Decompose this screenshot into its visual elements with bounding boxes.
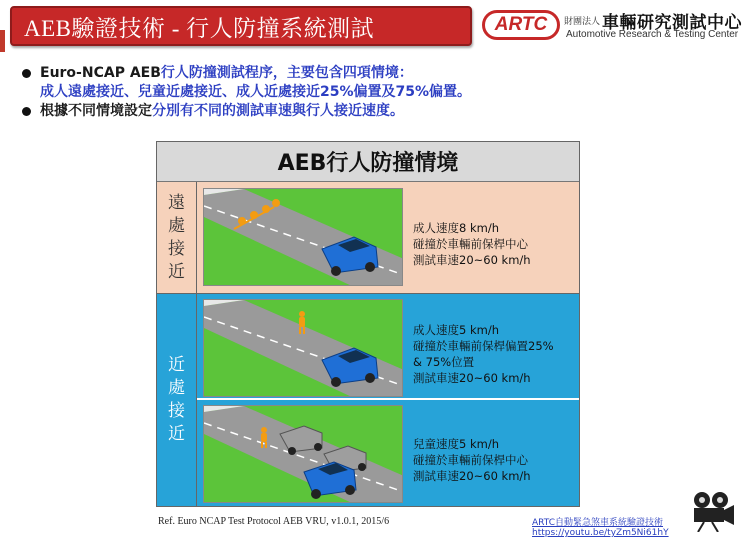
near-label-char: 接 (168, 401, 185, 421)
bullet-2 (22, 102, 742, 121)
bullet-2-text: 分別有不同的測試車速與行人接近速度。 (152, 103, 404, 119)
bullet-1 (22, 64, 742, 83)
bullet-1-prefix: Euro-NCAP AEB (40, 65, 161, 81)
reference-citation: Ref. Euro NCAP Test Protocol AEB VRU, v1.0.1, 2015/6 (158, 516, 390, 527)
scenario-2-line: & 75%位置 (413, 355, 475, 369)
scenario-1-line: 成人速度8 km/h (413, 221, 499, 235)
far-label-char: 近 (168, 261, 185, 282)
scenario-1-line: 測試車速20~60 km/h (413, 253, 531, 267)
near-label-char: 處 (168, 378, 185, 398)
scenario-2-description (413, 322, 554, 386)
far-label-char: 處 (168, 215, 185, 236)
far-label-char: 接 (168, 238, 185, 259)
scenario-3-image (203, 405, 403, 503)
slide-title: AEB驗證技術 - 行人防撞系統測試 (10, 6, 472, 46)
bullet-2-prefix: 根據不同情境設定 (40, 103, 152, 119)
row-divider (197, 398, 579, 400)
scenario-1-description (413, 220, 531, 268)
scenario-2-image (203, 299, 403, 397)
scenario-2-line: 碰撞於車輛前保桿偏置25% (413, 339, 554, 353)
scenario-1-line: 碰撞於車輛前保桿中心 (413, 237, 528, 251)
artc-logo (482, 8, 744, 44)
bullet-list (22, 64, 742, 121)
far-label-char: 遠 (168, 192, 185, 213)
scenario-2-line: 測試車速20~60 km/h (413, 371, 531, 385)
scenario-3-line: 測試車速20~60 km/h (413, 469, 531, 483)
scenario-2-line: 成人速度5 km/h (413, 323, 499, 337)
far-approach-row (157, 182, 579, 294)
video-title-link[interactable]: ARTC自動緊急煞車系統驗證技術 (532, 518, 664, 528)
logo-badge: ARTC (482, 10, 560, 40)
scenario-table (156, 141, 580, 507)
scenario-3-line: 兒童速度5 km/h (413, 437, 499, 451)
near-label-char: 近 (168, 424, 185, 444)
logo-chinese-name: 車輛研究測試中心 (602, 13, 742, 33)
film-camera-icon[interactable] (688, 490, 736, 532)
far-approach-label (157, 182, 197, 293)
scenario-3-line: 碰撞於車輛前保桿中心 (413, 453, 528, 467)
bullet-1-sub: 成人遠處接近、兒童近處接近、成人近處接近25%偏置及75%偏置。 (40, 84, 472, 100)
logo-small-text: 財團法人 (564, 17, 601, 27)
table-title: AEB行人防撞情境 (157, 142, 579, 182)
bullet-1-text: 行人防撞測試程序，主要包含四項情境： (160, 65, 413, 81)
scenario-1-image (203, 188, 403, 286)
left-accent-bar (0, 30, 5, 52)
near-approach-label (157, 294, 197, 506)
near-approach-row (157, 294, 579, 506)
near-label-char: 近 (168, 355, 185, 375)
video-url-link[interactable]: https://youtu.be/tyZm5Ni61hY (532, 528, 669, 538)
scenario-3-description (413, 436, 531, 484)
logo-english-name: Automotive Research & Testing Center (566, 29, 739, 40)
